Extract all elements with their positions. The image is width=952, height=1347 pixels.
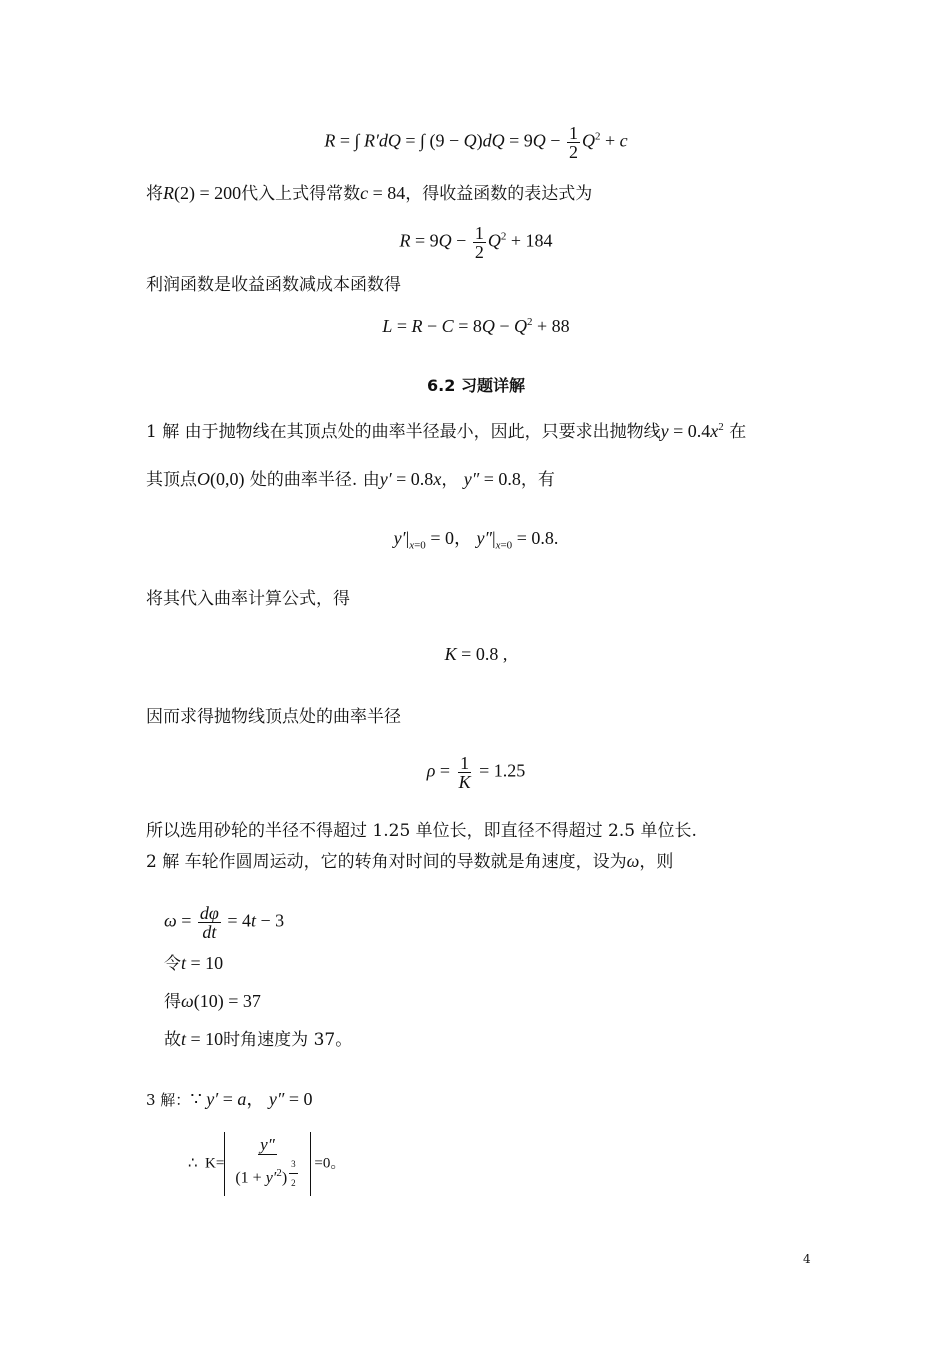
equation-derivatives-at-zero: $y'|_{x=0} = 0$， $y''|_{x=0} = 0.8$. [393, 528, 559, 552]
equation-profit: $L = R - C = 8Q - Q^2 + 88$ [382, 316, 570, 336]
page-number: 4 [803, 1252, 811, 1266]
equation-angular-velocity: ω = $\frac{d\varphi}{dt}$ = 4t − 3 [164, 903, 285, 942]
section-heading: 6.2 习题详解 [427, 376, 525, 395]
paragraph-profit: 利润函数是收益函数减成本函数得 [146, 275, 401, 295]
paragraph-substitution: 将R(2) = 200代入上式得常数c = 84，得收益函数的表达式为 [146, 183, 593, 204]
problem-1-line-3: 将其代入曲率计算公式，得 [146, 589, 350, 609]
problem-1-line-2: 其顶点O(0,0) 处的曲率半径. 由y′ = 0.8x， y″ = 0.8，有 [146, 469, 555, 490]
problem-2-line-1: 2 解 车轮作圆周运动，它的转角对时间的导数就是角速度，设为ω，则 [146, 851, 674, 872]
equation-revenue-function: R = 9Q − $\frac{1}{2}$ $Q^2 + 184$ [399, 223, 553, 262]
problem-1-line-1: 1 解 由于抛物线在其顶点处的曲率半径最小，因此，只要求出抛物线$y = 0.4x^2$ 在 [146, 421, 747, 442]
problem-1-conclusion: 所以选用砂轮的半径不得超过 1.25 单位长，即直径不得超过 2.5 单位长. [146, 821, 697, 841]
problem-1-line-4: 因而求得抛物线顶点处的曲率半径 [146, 707, 401, 727]
problem-3-line-1: 3 解：∵ y′ = a， y″ = 0 [146, 1089, 313, 1109]
problem-2-conclusion: 故t = 10时角速度为 37。 [164, 1029, 353, 1050]
problem-2-result: 得ω(10) = 37 [164, 991, 261, 1012]
equation-radius: ρ = $\frac{1}{K}$ = 1.25 [426, 753, 526, 792]
equation-revenue-integral: R = ∫ R′dQ = ∫ (9 − Q)dQ = 9Q − $\frac{1}{2}$ $Q^2 + c$ [324, 123, 628, 162]
equation-curvature: K = 0.8 , [444, 644, 508, 664]
problem-2-let: 令t = 10 [164, 953, 224, 974]
equation-curvature-zero: ∴ K= y″ $(1 + y'^2)$ $^{\frac{3}{2}}$ =0。 [188, 1132, 345, 1196]
